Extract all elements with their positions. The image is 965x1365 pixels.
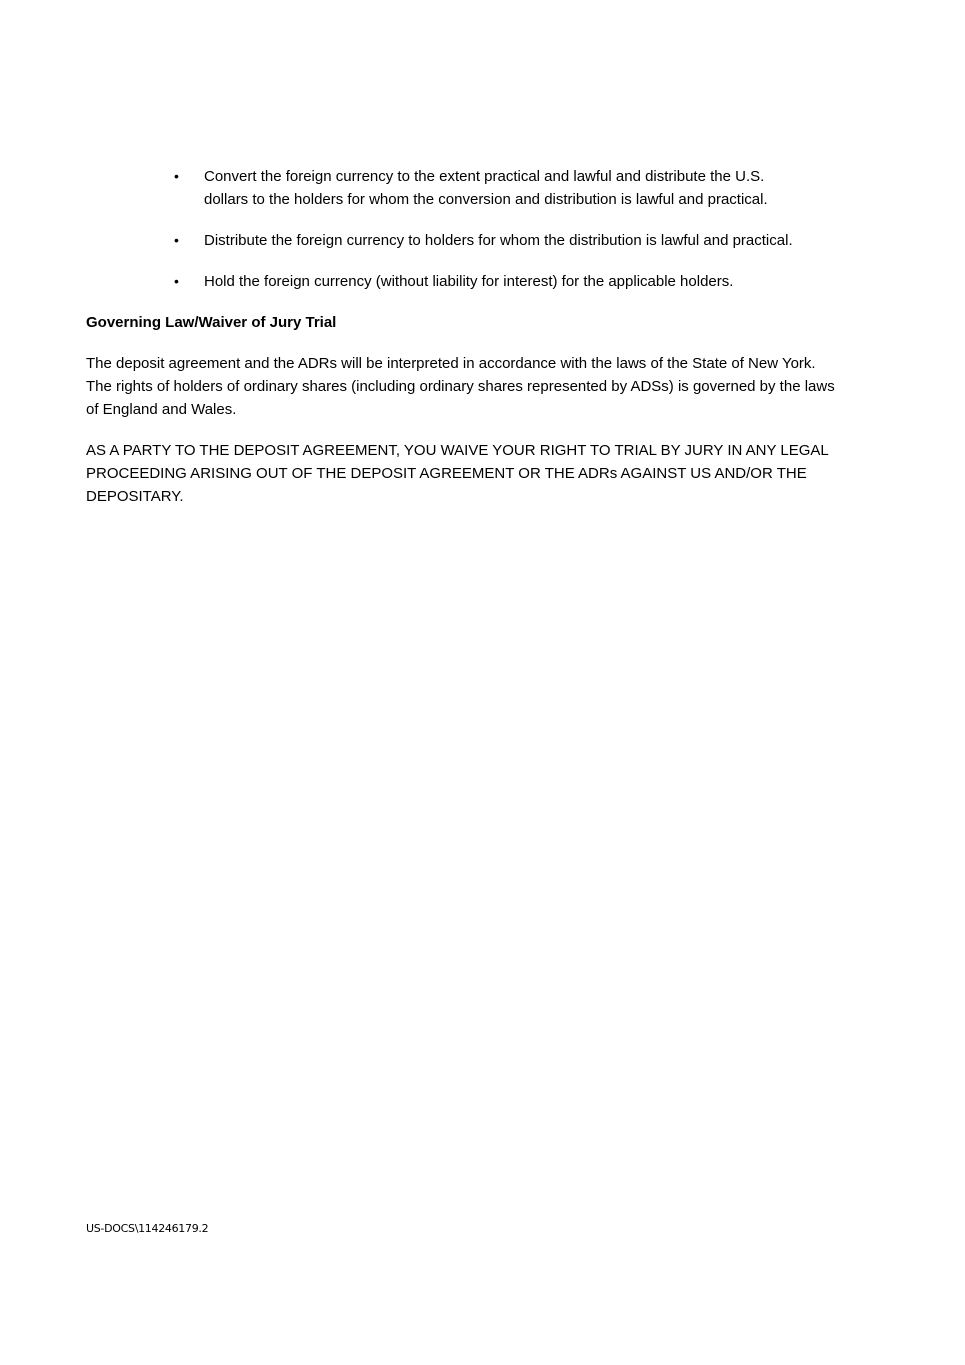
- bullet-icon: •: [174, 232, 179, 248]
- paragraph-line: AS A PARTY TO THE DEPOSIT AGREEMENT, YOU WAIVE YOUR RIGHT TO TRIAL BY JURY IN ANY LEGAL: [86, 442, 829, 459]
- list-item: [174, 270, 874, 293]
- list-item: [174, 165, 874, 211]
- jury-waiver-paragraph: [86, 439, 886, 508]
- governing-law-paragraph: [86, 352, 886, 421]
- bullet-text-line: Hold the foreign currency (without liability for interest) for the applicable holders.: [204, 273, 734, 290]
- bullet-text-line: Convert the foreign currency to the extent practical and lawful and distribute the U.S.: [204, 168, 765, 185]
- bullet-icon: •: [174, 168, 179, 184]
- list-item: [174, 229, 874, 252]
- bullet-icon: •: [174, 273, 179, 289]
- bullet-list: [174, 165, 874, 311]
- bullet-text-line: dollars to the holders for whom the conversion and distribution is lawful and practical.: [204, 191, 768, 208]
- paragraph-line: DEPOSITARY.: [86, 488, 184, 505]
- footer-document-id: US-DOCS\114246179.2: [86, 1222, 209, 1235]
- paragraph-line: PROCEEDING ARISING OUT OF THE DEPOSIT AGREEMENT OR THE ADRs AGAINST US AND/OR THE: [86, 465, 807, 482]
- paragraph-line: The deposit agreement and the ADRs will be interpreted in accordance with the laws of the State of New York.: [86, 355, 816, 372]
- bullet-text-line: Distribute the foreign currency to holders for whom the distribution is lawful and practical.: [204, 232, 793, 249]
- paragraph-line: The rights of holders of ordinary shares (including ordinary shares represented by ADSs) is governed by the laws: [86, 378, 835, 395]
- paragraph-line: of England and Wales.: [86, 401, 237, 418]
- section-heading: Governing Law/Waiver of Jury Trial: [86, 314, 337, 331]
